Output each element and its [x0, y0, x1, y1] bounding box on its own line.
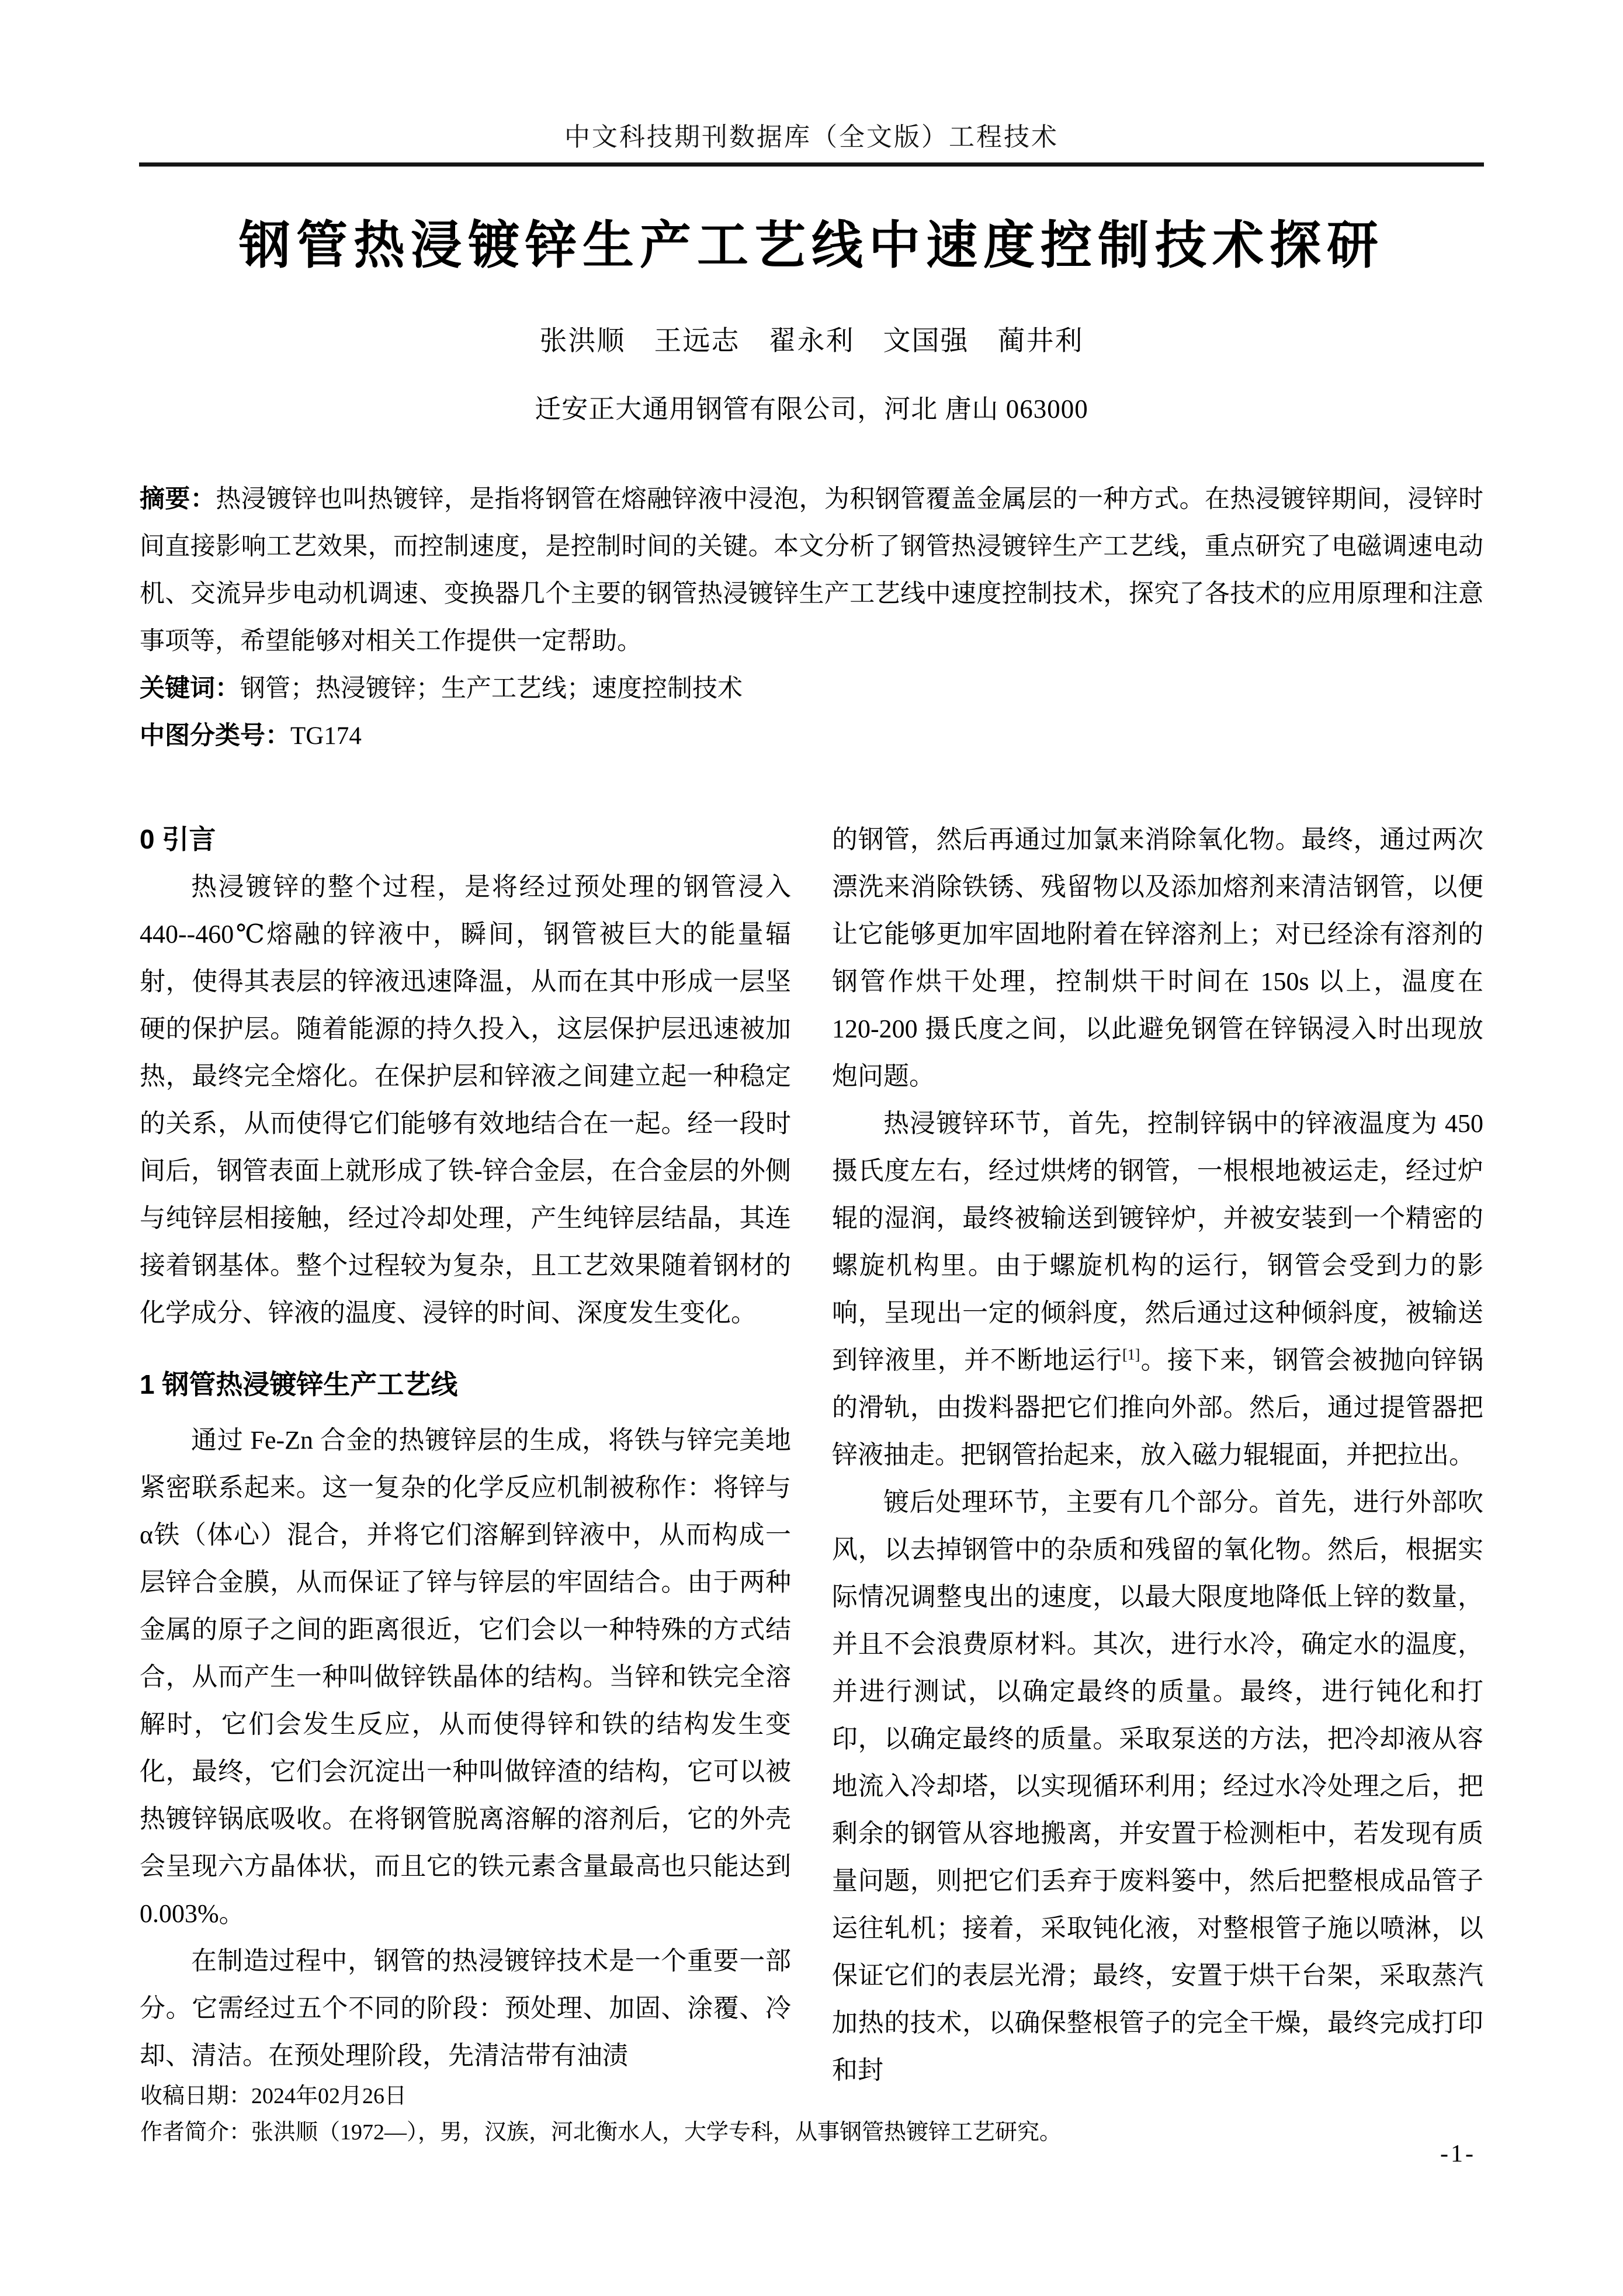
section1-paragraph-2: 在制造过程中，钢管的热浸镀锌技术是一个重要一部分。它需经过五个不同的阶段：预处理、加固、涂覆、冷却、清洁。在预处理阶段，先清洁带有油渍	[140, 1946, 791, 2070]
right-paragraph-2	[832, 1100, 1483, 1478]
footnote-block	[140, 2078, 1075, 2150]
authors-line: 张洪顺 王远志 翟永利 文国强 蔺井利	[539, 325, 1084, 356]
keywords-label: 关键词：	[140, 674, 240, 702]
left-column	[140, 816, 791, 2094]
journal-header-line: 中文科技期刊数据库（全文版）工程技术	[564, 123, 1059, 151]
header-rule	[139, 162, 1484, 167]
keywords-text: 钢管；热浸镀锌；生产工艺线；速度控制技术	[240, 674, 743, 702]
affiliation-line: 迁安正大通用钢管有限公司，河北 唐山 063000	[535, 394, 1088, 424]
citation-ref-1: [1]	[1122, 1345, 1140, 1363]
clc-label: 中图分类号：	[140, 721, 290, 750]
right-paragraph-1: 的钢管，然后再通过加氯来消除氧化物。最终，通过两次漂洗来消除铁锈、残留物以及添加熔剂来清洁钢管，以便让它能够更加牢固地附着在锌溶剂上；对已经涂有溶剂的钢管作烘干处理，控制烘干时间在 150s 以上，温度在 120-200 摄氏度之间，以此避免钢管在锌锅浸入时出现放炮问题。	[832, 825, 1483, 1090]
two-column-body	[140, 816, 1483, 2094]
section-heading-0: 0 引言	[140, 823, 216, 854]
right-paragraph-2-continued: 。接下来，钢管会被抛向锌锅的滑轨，由拨料器把它们推向外部。然后，通过提管器把锌液抽走。把钢管抬起来，放入磁力辊辊面，并把拉出。	[832, 1345, 1483, 1469]
right-paragraph-3: 镀后处理环节，主要有几个部分。首先，进行外部吹风，以去掉钢管中的杂质和残留的氧化物。然后，根据实际情况调整曳出的速度，以最大限度地降低上锌的数量，并且不会浪费原材料。其次，进行水冷，确定水的温度，并进行测试，以确定最终的质量。最终，进行钝化和打印，以确定最终的质量。采取泵送的方法，把冷却液从容地流入冷却塔，以实现循环利用；经过水冷处理之后，把剩余的钢管从容地搬离，并安置于检测柜中，若发现有质量问题，则把它们丢弃于废料篓中，然后把整根成品管子运往轧机；接着，采取钝化液，对整根管子施以喷淋，以保证它们的表层光滑；最终，安置于烘干台架，采取蒸汽加热的技术，以确保整根管子的完全干燥，最终完成打印和封	[832, 1487, 1483, 2084]
clc-text: TG174	[290, 722, 362, 750]
keywords-paragraph	[140, 665, 1483, 712]
frontmatter-block	[140, 476, 1483, 760]
author-bio-label: 作者简介：	[140, 2120, 252, 2145]
author-bio-line	[140, 2114, 1075, 2150]
paper-title: 钢管热浸镀锌生产工艺线中速度控制技术探研	[238, 216, 1384, 274]
abstract-text: 热浸镀锌也叫热镀锌，是指将钢管在熔融锌液中浸泡，为积钢管覆盖金属层的一种方式。在热浸镀锌期间，浸锌时间直接影响工艺效果，而控制速度，是控制时间的关键。本文分析了钢管热浸镀锌生产工艺线，重点研究了电磁调速电动机、交流异步电动机调速、变换器几个主要的钢管热浸镀锌生产工艺线中速度控制技术，探究了各技术的应用原理和注意事项等，希望能够对相关工作提供一定帮助。	[140, 485, 1484, 655]
page-number: -1-	[1440, 2141, 1476, 2167]
abstract-paragraph	[140, 476, 1483, 665]
right-column	[832, 816, 1483, 2094]
clc-paragraph	[140, 712, 1483, 760]
received-date-label: 收稿日期：	[140, 2084, 252, 2108]
section-heading-1: 1 钢管热浸镀锌生产工艺线	[140, 1369, 458, 1400]
received-date-line	[140, 2078, 1075, 2114]
abstract-label: 摘要：	[140, 484, 216, 513]
section0-paragraph-1: 热浸镀锌的整个过程，是将经过预处理的钢管浸入 440--460℃熔融的锌液中，瞬间，钢管被巨大的能量辐射，使得其表层的锌液迅速降温，从而在其中形成一层坚硬的保护层。随着能源的持久投入，这层保护层迅速被加热，最终完全熔化。在保护层和锌液之间建立起一种稳定的关系，从而使得它们能够有效地结合在一起。经一段时间后，钢管表面上就形成了铁-锌合金层，在合金层的外侧与纯锌层相接触，经过冷却处理，产生纯锌层结晶，其连接着钢基体。整个过程较为复杂，且工艺效果随着钢材的化学成分、锌液的温度、浸锌的时间、深度发生变化。	[140, 872, 791, 1327]
received-date-value: 2024年02月26日	[251, 2084, 407, 2108]
right-paragraph-2-text: 热浸镀锌环节，首先，控制锌锅中的锌液温度为 450 摄氏度左右，经过烘烤的钢管，一根根地被运走，经过炉辊的湿润，最终被输送到镀锌炉，并被安装到一个精密的螺旋机构里。由于螺旋机构的运行，钢管会受到力的影响，呈现出一定的倾斜度，然后通过这种倾斜度，被输送到锌液里，并不断地运行	[832, 1109, 1483, 1374]
author-bio-value: 张洪顺（1972—），男，汉族，河北衡水人，大学专科，从事钢管热镀锌工艺研究。	[251, 2120, 1062, 2145]
section1-paragraph-1: 通过 Fe-Zn 合金的热镀锌层的生成，将铁与锌完美地紧密联系起来。这一复杂的化学反应机制被称作：将锌与α铁（体心）混合，并将它们溶解到锌液中，从而构成一层锌合金膜，从而保证了锌与锌层的牢固结合。由于两种金属的原子之间的距离很近，它们会以一种特殊的方式结合，从而产生一种叫做锌铁晶体的结构。当锌和铁完全溶解时，它们会发生反应，从而使得锌和铁的结构发生变化，最终，它们会沉淀出一种叫做锌渣的结构，它可以被热镀锌锅底吸收。在将钢管脱离溶解的溶剂后，它的外壳会呈现六方晶体状，而且它的铁元素含量最高也只能达到 0.003%。	[140, 1425, 791, 1928]
